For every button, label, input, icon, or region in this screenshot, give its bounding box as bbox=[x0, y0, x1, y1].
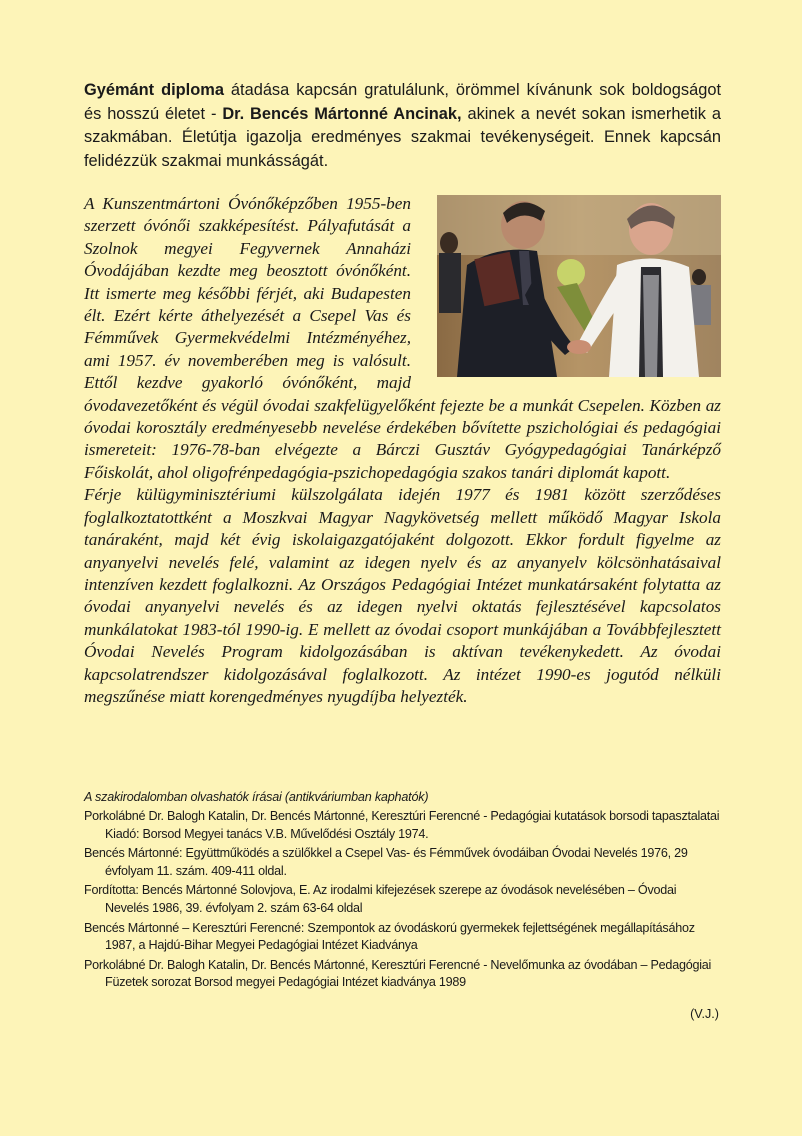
intro-bold-diploma: Gyémánt diploma bbox=[84, 81, 224, 99]
reference-item: Bencés Mártonné – Keresztúri Ferencné: Szempontok az óvodáskorú gyermekek fejlettségének megállapításához 1987, a Hajdú-Bihar Megyei Pedagógiai Intézet Kiadványa bbox=[84, 920, 695, 953]
intro-paragraph bbox=[84, 79, 721, 173]
references-title: A szakirodalomban olvashatók írásai (antikváriumban kaphatók) bbox=[84, 790, 429, 804]
reference-item: Fordította: Bencés Mártonné Solovjova, E. Az irodalmi kifejezések szerepe az óvodások nevelésében – Óvodai Nevelés 1986, 39. évfolyam 2. szám 63-64 oldal bbox=[84, 883, 677, 915]
reference-item: Bencés Mártonné: Együttműködés a szülőkkel a Csepel Vas- és Fémművek óvodáiban Óvodai Nevelés 1976, 29 évfolyam 11. szám. 409-411 oldal. bbox=[84, 846, 688, 878]
reference-item: Porkolábné Dr. Balogh Katalin, Dr. Bencés Mártonné, Keresztúri Ferencné - Nevelőmunka az óvodában – Pedagógiai Füzetek sorozat Borsod megyei Pedagógiai Intézet kiadványa 1989 bbox=[84, 957, 712, 990]
biography-paragraph-2: Férje külügyminisztériumi külszolgálata idején 1977 és 1981 között szerződéses foglalkoztatottként a Moszkvai Magyar Nagykövetség mellett működő Magyar Iskola tanáraként, majd két évig iskolaigazgatójaként dolgozott. Ekkor fordult figyelme az anyanyelvi nevelés felé, valamint az idegen nyelv és az anyanyelv kölcsönhatásaival intenzíven kezdett foglalkozni. Az Országos Pedagógiai Intézet munkatársaként folytatta az óvodai anyanyelvi nevelés és az idegen nyelvi oktatás fejlesztésével kapcsolatos munkálatokat 1983-tól 1990-ig. E mellett az óvodai csoport munkájában a Továbbfejlesztett Óvodai Nevelés Program kidolgozásában is aktívan tevékenykedett. Az óvodai kapcsolatrendszer kidolgozásával foglalkozott. Az intézet 1990-es jogutód nélküli megszűnése miatt korengedményes nyugdíjba helyezték. bbox=[84, 485, 721, 706]
intro-text-1: átadása kapcsán gratulálunk, örömmel kívánunk sok boldogságot és hosszú életet - bbox=[84, 81, 722, 123]
award-ceremony-photo bbox=[437, 195, 721, 377]
reference-item: Porkolábné Dr. Balogh Katalin, Dr. Bencés Mártonné, Keresztúri Ferencné - Pedagógiai kutatások borsodi tapasztalatai Kiadó: Borsod Megyei tanács V.B. Művelődési Osztály 1974. bbox=[84, 809, 720, 841]
references-list bbox=[84, 808, 721, 994]
intro-text-2: akinek a nevét sokan ismerhetik a szakmában. Életútja igazolja eredményes szakmai tevékenységeit. Ennek kapcsán felidézzük szakmai munkásságát. bbox=[84, 104, 721, 170]
author-signature: (V.J.) bbox=[690, 1007, 719, 1021]
intro-bold-name: Dr. Bencés Mártonné Ancinak, bbox=[222, 104, 462, 123]
biography-paragraph-1: A Kunszentmártoni Óvónőképzőben 1955-ben szerzett óvónői szakképesítést. Pályafutását a Szolnok megyei Fegyvernek Annaházi Óvodájában kezdte meg beosztott óvónőként. Itt ismerte meg későbbi férjét, aki Budapesten élt. Ezért kérte áthelyezését a Csepel Vas és Fémművek Gyermekvédelmi Intézményéhez, ami 1957. év novemberében meg is valósult. Ettől kezdve gyakorló óvónőként, majd óvodavezetőként és végül óvodai szakfelügyelőként fejezte be a munkát Csepelen. Közben az óvodai korosztály eredményesebb nevelése érdekében bővítette pszichológiai és pedagógiai ismereteit: 1976-78-ban elvégezte a Bárczi Gusztáv Gyógypedagógiai Tanárképző Főiskolát, ahol oligofrénpedagógia-pszichopedagógia szakos tanári diplomát kapott. bbox=[84, 194, 721, 482]
photo-illustration bbox=[437, 195, 721, 377]
